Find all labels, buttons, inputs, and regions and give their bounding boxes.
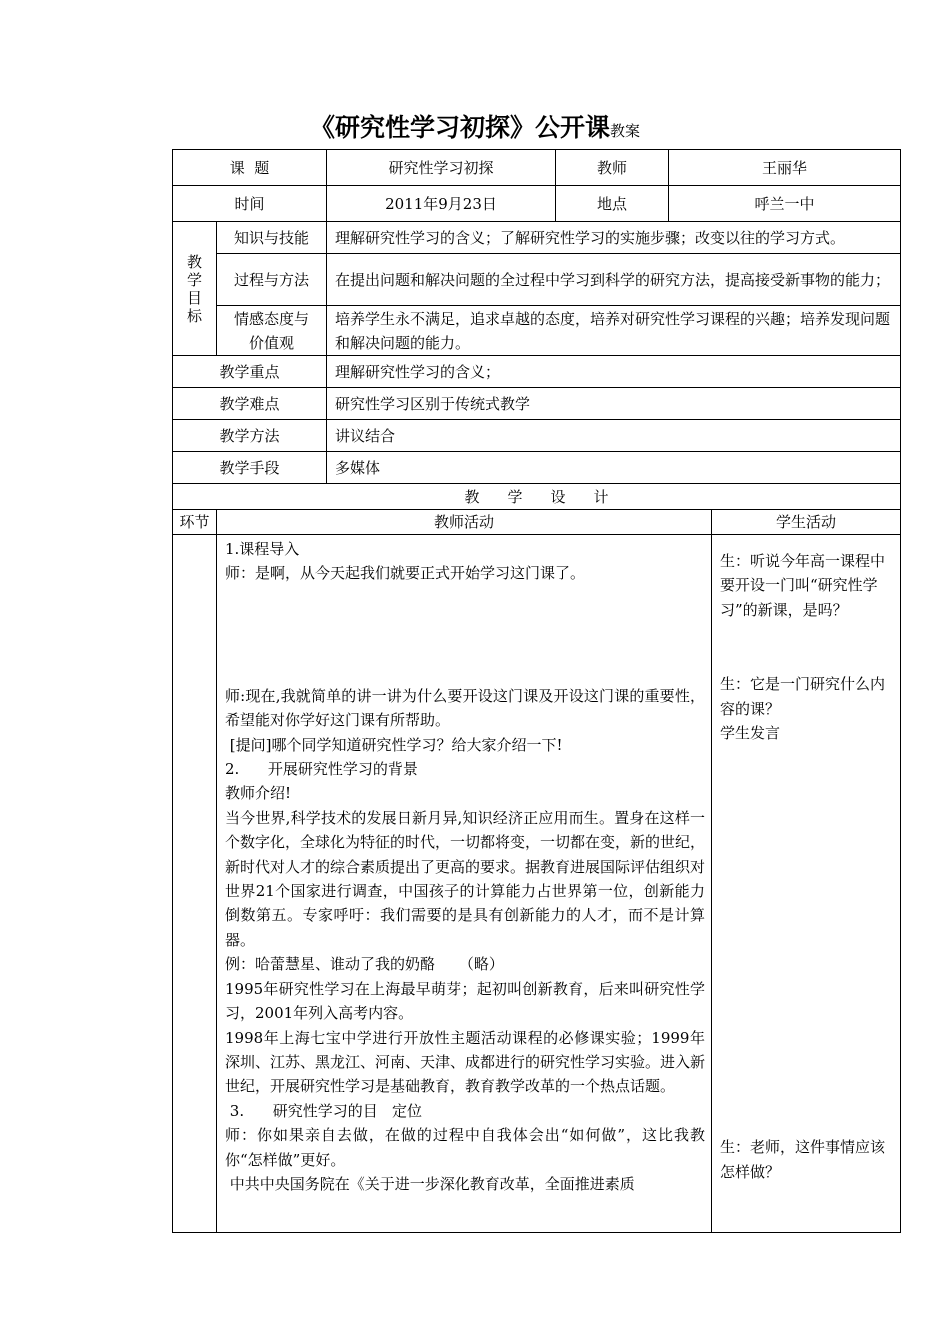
goal-row-knowledge: [173, 222, 901, 254]
goals-char: 目: [186, 288, 202, 307]
info-row-topic: [173, 150, 901, 186]
row-means: [173, 452, 901, 484]
goal-row-attitude: [173, 306, 901, 356]
difficulty-text: 研究性学习区别于传统式教学: [327, 388, 901, 420]
teacher-para: 当今世界,科学技术的发展日新月异,知识经济正应用而生。置身在这样一个数字化，全球化为特征的时代，一切都将变，一切都在变，新的世纪，新时代对人才的综合素质提出了更高的要求。据教育进展国际评估组织对世界21个国家进行调查，中国孩子的计算能力占世界第一位，创新能力倒数第五。专家呼吁：我们需要的是具有创新能力的人才，而不是计算器。: [225, 808, 706, 949]
teacher-para: 中共中央国务院在《关于进一步深化教育改革，全面推进素质: [225, 1174, 635, 1193]
document-title: [0, 108, 950, 144]
student-para: 生：听说今年高一课程中要开设一门叫“研究性学习”的新课，是吗？: [720, 552, 886, 619]
goal-label-attitude: [217, 306, 327, 356]
column-stage: 环节: [173, 510, 217, 535]
method-label: 教学方法: [173, 420, 327, 452]
stage-cell: [173, 535, 217, 1233]
topic-label: 课 题: [173, 150, 327, 186]
design-char: 学: [507, 487, 523, 506]
key-point-text: 理解研究性学习的含义；: [327, 356, 901, 388]
design-char: 教: [464, 487, 480, 506]
goal-text-process: 在提出问题和解决问题的全过程中学习到科学的研究方法，提高接受新事物的能力；: [327, 254, 901, 306]
design-header: [173, 484, 901, 510]
place-label: 地点: [556, 186, 669, 222]
teacher-para: 3. 研究性学习的目 定位: [225, 1101, 423, 1120]
goals-char: 标: [186, 306, 202, 325]
info-row-time: [173, 186, 901, 222]
row-key-point: [173, 356, 901, 388]
column-header-row: [173, 510, 901, 535]
topic-value: 研究性学习初探: [327, 150, 556, 186]
teacher-label: 教师: [556, 150, 669, 186]
student-activity-cell: [712, 535, 901, 1233]
lesson-plan-table: [172, 149, 901, 1233]
teacher-para: 教师介绍!: [225, 784, 292, 803]
place-value: 呼兰一中: [669, 186, 901, 222]
column-teacher-activity: 教师活动: [217, 510, 712, 535]
teacher-para: 1.课程导入: [225, 540, 300, 558]
row-difficulty: [173, 388, 901, 420]
student-para: 学生发言: [720, 724, 781, 743]
time-label: 时间: [173, 186, 327, 222]
teacher-activity-cell: [217, 535, 712, 1233]
activity-row: [173, 535, 901, 1233]
method-text: 讲议结合: [327, 420, 901, 452]
goal-label-knowledge: 知识与技能: [217, 222, 327, 254]
title-suffix: 教案: [610, 122, 641, 140]
teacher-para: 师:现在,我就简单的讲一讲为什么要开设这门课及开设这门课的重要性，希望能对你学好这门课有所帮助。: [225, 686, 705, 730]
means-label: 教学手段: [173, 452, 327, 484]
goal-row-process: [173, 254, 901, 306]
goal-label-attitude-line1: 情感态度与: [233, 309, 309, 328]
teacher-para: 1995年研究性学习在上海最早萌芽；起初叫创新教育，后来叫研究性学习，2001年列入高考内容。: [225, 979, 705, 1023]
goals-char: 教: [186, 252, 202, 271]
design-header-row: [173, 484, 901, 510]
teacher-para: 师：你如果亲自去做，在做的过程中自我体会出“如何做”，这比我教你“怎样做”更好。: [225, 1126, 705, 1169]
goal-label-attitude-line2: 价值观: [248, 333, 294, 352]
design-char: 计: [593, 487, 609, 506]
student-para: 生：它是一门研究什么内容的课？: [720, 675, 886, 718]
teacher-para: [提问]哪个同学知道研究性学习？给大家介绍一下!: [225, 735, 563, 754]
teacher-para: 师：是啊，从今天起我们就要正式开始学习这门课了。: [225, 564, 586, 583]
design-char: 设: [550, 487, 566, 506]
time-value: 2011年9月23日: [327, 186, 556, 222]
difficulty-label: 教学难点: [173, 388, 327, 420]
teacher-para: 例：哈蕾慧星、谁动了我的奶酪 （略）: [225, 955, 504, 974]
student-para: 生：老师，这件事情应该怎样做？: [720, 1138, 886, 1181]
column-student-activity: 学生活动: [712, 510, 901, 535]
row-method: [173, 420, 901, 452]
teacher-para: 2. 开展研究性学习的背景: [225, 760, 418, 779]
title-main: 《研究性学习初探》公开课: [309, 113, 610, 142]
goal-text-knowledge: 理解研究性学习的含义；了解研究性学习的实施步骤；改变以往的学习方式。: [327, 222, 901, 254]
teacher-value: 王丽华: [669, 150, 901, 186]
goal-label-process: 过程与方法: [217, 254, 327, 306]
goal-text-attitude: 培养学生永不满足，追求卓越的态度，培养对研究性学习课程的兴趣；培养发现问题和解决问题的能力。: [327, 306, 901, 356]
teaching-goals-label: [173, 222, 217, 356]
teacher-para: 1998年上海七宝中学进行开放性主题活动课程的必修课实验；1999年深圳、江苏、黑龙江、河南、天津、成都进行的研究性学习实验。进入新世纪，开展研究性学习是基础教育，教育教学改革的一个热点话题。: [225, 1028, 706, 1096]
goals-char: 学: [186, 270, 202, 289]
means-text: 多媒体: [327, 452, 901, 484]
key-point-label: 教学重点: [173, 356, 327, 388]
